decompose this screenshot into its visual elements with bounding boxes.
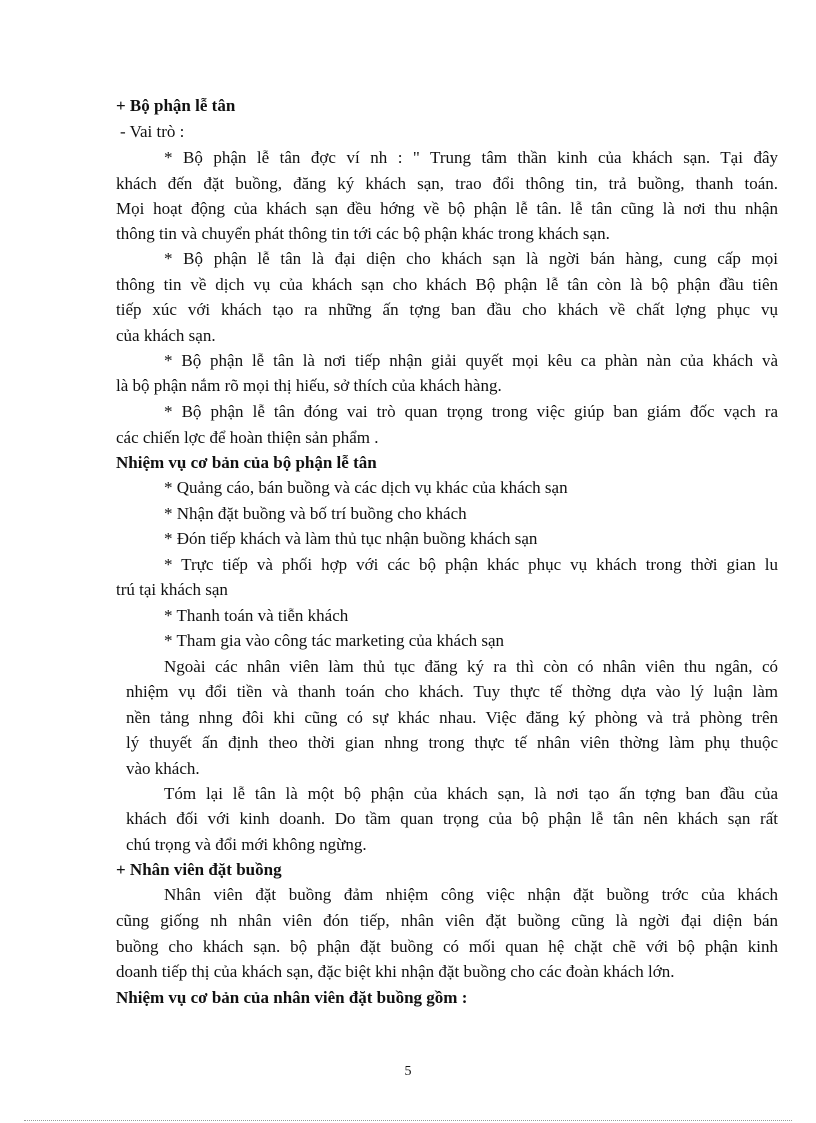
paragraph-line: khách đến đặt buồng, đăng ký khách sạn, trao đổi thông tin, trả buồng, thanh toán. — [116, 174, 778, 193]
paragraph-line: nền tảng nhng đôi khi cũng có sự khác nhau. Việc đăng ký phòng và trả phòng trên — [126, 708, 778, 727]
paragraph-line: nhiệm vụ đổi tiền và thanh toán cho khách. Tuy thực tế thờng dựa vào lý luận làm — [126, 682, 778, 701]
list-item: * Trực tiếp và phối hợp với các bộ phận khác phục vụ khách trong thời gian lu — [164, 555, 778, 574]
paragraph-line: * Bộ phận lễ tân là nơi tiếp nhận giải quyết mọi kêu ca phàn nàn của khách và — [164, 351, 778, 370]
paragraph-line: lý thuyết ấn định theo thời gian nhng trong thực tế nhân viên thờng làm phụ thuộc — [126, 733, 778, 752]
paragraph-line: thông tin về dịch vụ của khách sạn cho khách Bộ phận lễ tân còn là bộ phận đầu tiên — [116, 275, 778, 294]
page-bottom-divider — [24, 1120, 792, 1121]
paragraph-line: chú trọng và đổi mới không ngừng. — [126, 835, 367, 854]
paragraph-line: * Bộ phận lễ tân đợc ví nh : " Trung tâm thần kinh của khách sạn. Tại đây — [164, 148, 778, 167]
paragraph-line: khách đối với kinh doanh. Do tầm quan trọng của bộ phận lễ tân nên khách sạn rất — [126, 809, 778, 828]
paragraph-line: Ngoài các nhân viên làm thủ tục đăng ký ra thì còn có nhân viên thu ngân, có — [164, 657, 778, 676]
paragraph-line: các chiến lợc để hoàn thiện sản phẩm . — [116, 428, 379, 447]
paragraph-line: buồng cho khách sạn. bộ phận đặt buồng có mối quan hệ chặt chẽ với bộ phận kinh — [116, 937, 778, 956]
paragraph-line: * Bộ phận lễ tân là đại diện cho khách sạn là ngời bán hàng, cung cấp mọi — [164, 249, 778, 268]
heading-booking-staff: + Nhân viên đặt buồng — [116, 860, 282, 879]
paragraph-line: Tóm lại lễ tân là một bộ phận của khách sạn, là nơi tạo ấn tợng ban đầu của — [164, 784, 778, 803]
paragraph-line: là bộ phận nắm rõ mọi thị hiếu, sở thích của khách hàng. — [116, 376, 502, 395]
paragraph-line: của khách sạn. — [116, 326, 216, 345]
list-item: * Đón tiếp khách và làm thủ tục nhận buồng khách sạn — [164, 529, 538, 548]
paragraph-line: Mọi hoạt động của khách sạn đều hớng về bộ phận lễ tân. lễ tân cũng là nơi thu nhận — [116, 199, 778, 218]
paragraph-line: thông tin và chuyển phát thông tin tới các bộ phận khác trong khách sạn. — [116, 224, 610, 243]
list-item: * Tham gia vào công tác marketing của khách sạn — [164, 631, 505, 650]
subheading-role: - Vai trò : — [120, 122, 185, 141]
paragraph-line: doanh tiếp thị của khách sạn, đặc biệt khi nhận đặt buồng cho các đoàn khách lớn. — [116, 962, 675, 981]
paragraph-line: cũng giống nh nhân viên đón tiếp, nhân viên đặt buồng cũng là ngời đại diện bán — [116, 911, 778, 930]
paragraph-line: * Bộ phận lễ tân đóng vai trò quan trọng trong việc giúp ban giám đốc vạch ra — [164, 402, 778, 421]
page-number: 5 — [404, 1064, 412, 1079]
heading-reception-duties: Nhiệm vụ cơ bản của bộ phận lễ tân — [116, 453, 377, 472]
paragraph-line: tiếp xúc với khách tạo ra những ấn tợng ban đầu cho khách về chất lợng phục vụ — [116, 300, 778, 319]
list-item: * Nhận đặt buồng và bố trí buồng cho khách — [164, 504, 467, 523]
list-item: * Quảng cáo, bán buồng và các dịch vụ khác của khách sạn — [164, 478, 568, 497]
list-item-continuation: trú tại khách sạn — [116, 580, 228, 599]
paragraph-line: Nhân viên đặt buồng đảm nhiệm công việc nhận đặt buồng trớc của khách — [164, 885, 778, 904]
heading-reception-department: + Bộ phận lễ tân — [116, 96, 236, 115]
paragraph-line: vào khách. — [126, 759, 200, 778]
list-item: * Thanh toán và tiễn khách — [164, 606, 349, 625]
heading-booking-duties: Nhiệm vụ cơ bản của nhân viên đặt buồng gồm : — [116, 988, 468, 1007]
